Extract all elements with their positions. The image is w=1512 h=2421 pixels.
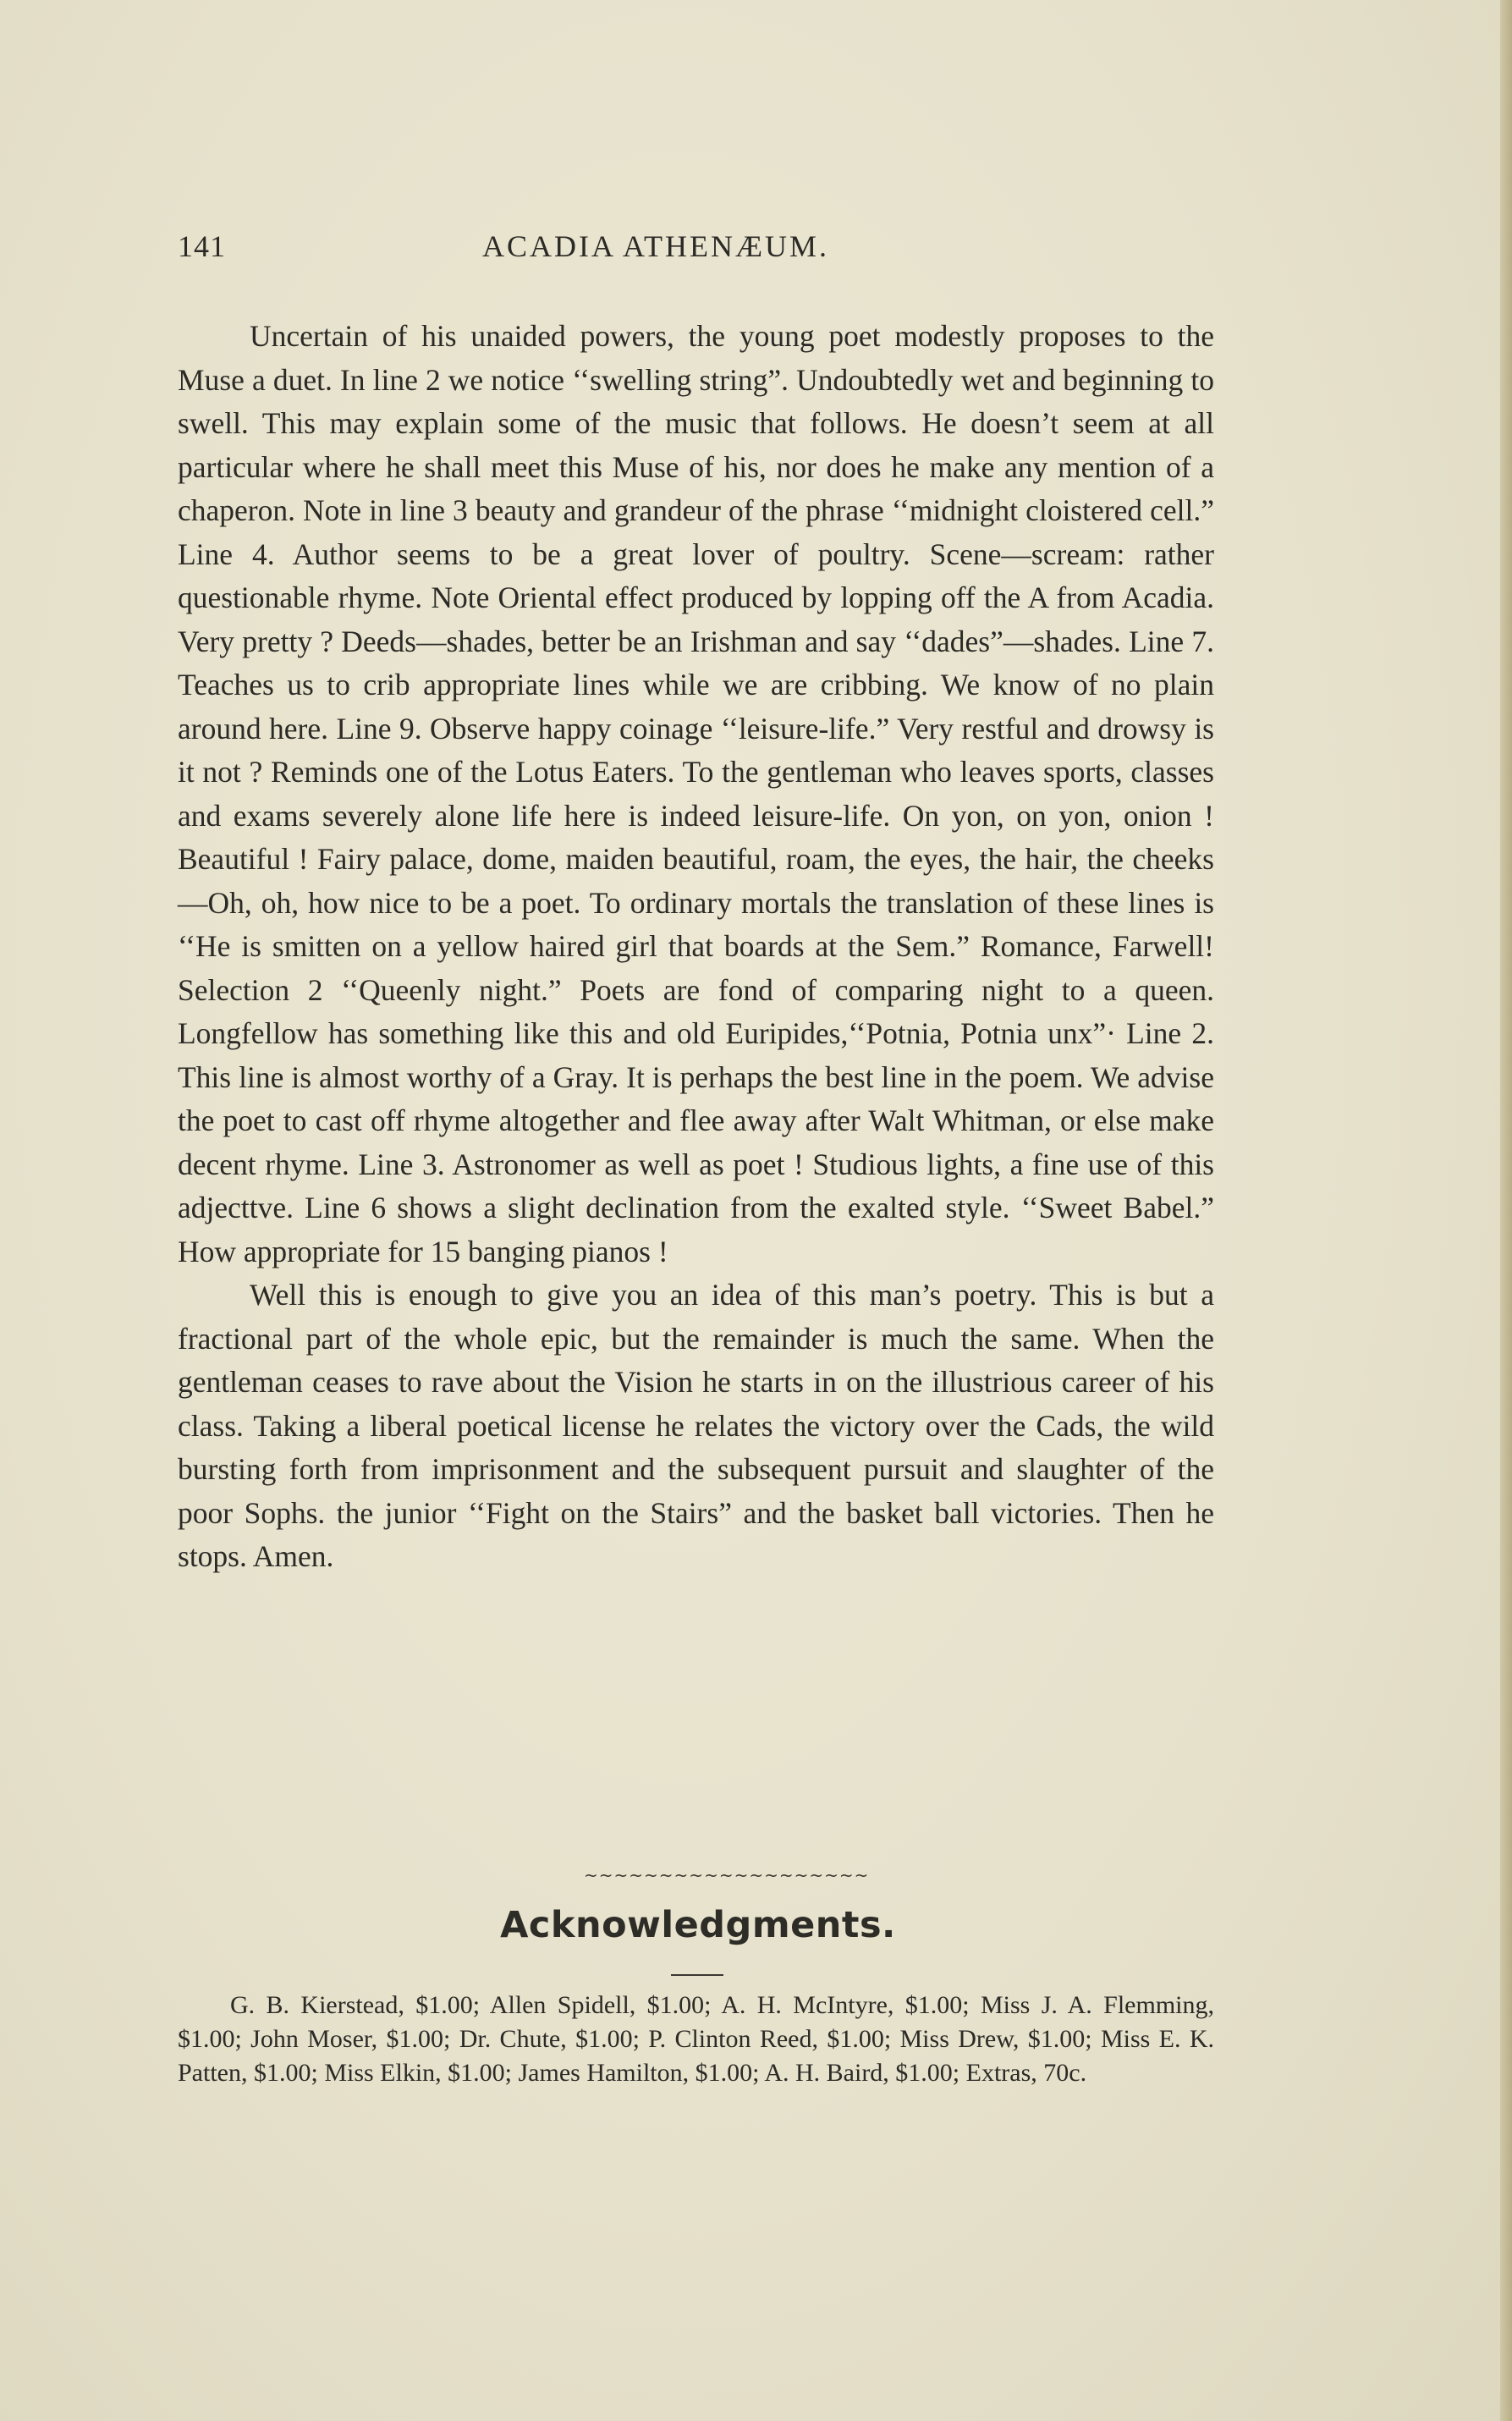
running-head xyxy=(178,228,1210,271)
title-rule xyxy=(671,1974,723,1976)
acknowledgments-paragraph: G. B. Kierstead, $1.00; Allen Spidell, $1.00; A. H. McIntyre, $1.00; Miss J. A. Flemming, $1.00; John Moser, $1.00; Dr. Chute, $1.00; P. Clinton Reed, $1.00; Miss Drew, $1.00; Miss E. K. Patten, $1.00; Miss Elkin, $1.00; James Hamilton, $1.00; A. H. Baird, $1.00; Extras, 70c. xyxy=(178,1991,1214,2087)
acknowledgments-title: Acknowledgments. xyxy=(500,1904,896,1946)
page-number: 141 xyxy=(178,229,226,263)
section-ornament: ~~~~~~~~~~~~~~~~~~~ xyxy=(584,1865,870,1885)
article-body xyxy=(178,315,1214,1579)
journal-title: ACADIA ATHENÆUM. xyxy=(482,229,830,263)
acknowledgments-list xyxy=(178,1989,1214,2090)
paragraph: Uncertain of his unaided powers, the young poet modestly proposes to the Muse a duet. In line 2 we notice ‘‘swelling string”. Undoubtedly wet and beginning to swell. This may explain some of the music that follows. He doesn’t seem at all particular where he shall meet this Muse of his, nor does he make any mention of a chaperon. Note in line 3 beauty and grandeur of the phrase ‘‘midnight cloistered cell.” Line 4. Author seems to be a great lover of poultry. Scene—scream: rather questionable rhyme. Note Oriental effect produced by lopping off the A from Acadia. Very pretty ? Deeds—shades, better be an Irishman and say ‘‘dades”—shades. Line 7. Teaches us to crib appropriate lines while we are cribbing. We know of no plain around here. Line 9. Observe happy coinage ‘‘leisure-life.” Very restful and drowsy is it not ? Reminds one of the Lotus Eaters. To the gentleman who leaves sports, classes and exams severely alone life here is indeed leisure-life. On yon, on yon, onion ! Beautiful ! Fairy palace, dome, maiden beautiful, roam, the eyes, the hair, the cheeks—Oh, oh, how nice to be a poet. To ordinary mortals the translation of these lines is ‘‘He is smitten on a yellow haired girl that boards at the Sem.” Romance, Farwell! Selection 2 ‘‘Queenly night.” Poets are fond of comparing night to a queen. Longfellow has something like this and old Euripides,‘‘Potnia, Potnia unx”· Line 2. This line is almost worthy of a Gray. It is perhaps the best line in the poem. We advise the poet to cast off rhyme altogether and flee away after Walt Whitman, or else make decent rhyme. Line 3. Astronomer as well as poet ! Studious lights, a fine use of this adjecttve. Line 6 shows a slight declination from the exalted style. ‘‘Sweet Babel.” How appropriate for 15 banging pianos ! xyxy=(178,319,1214,1268)
page-edge-shadow xyxy=(1500,0,1512,2421)
paragraph: Well this is enough to give you an idea of this man’s poetry. This is but a fractional part of the whole epic, but the remainder is much the same. When the gentleman ceases to rave about the Vision he starts in on the illustrious career of his class. Taking a liberal poetical license he relates the victory over the Cads, the wild bursting forth from imprisonment and the subsequent pursuit and slaughter of the poor Sophs. the junior ‘‘Fight on the Stairs” and the basket ball victories. Then he stops. Amen. xyxy=(178,1278,1214,1573)
